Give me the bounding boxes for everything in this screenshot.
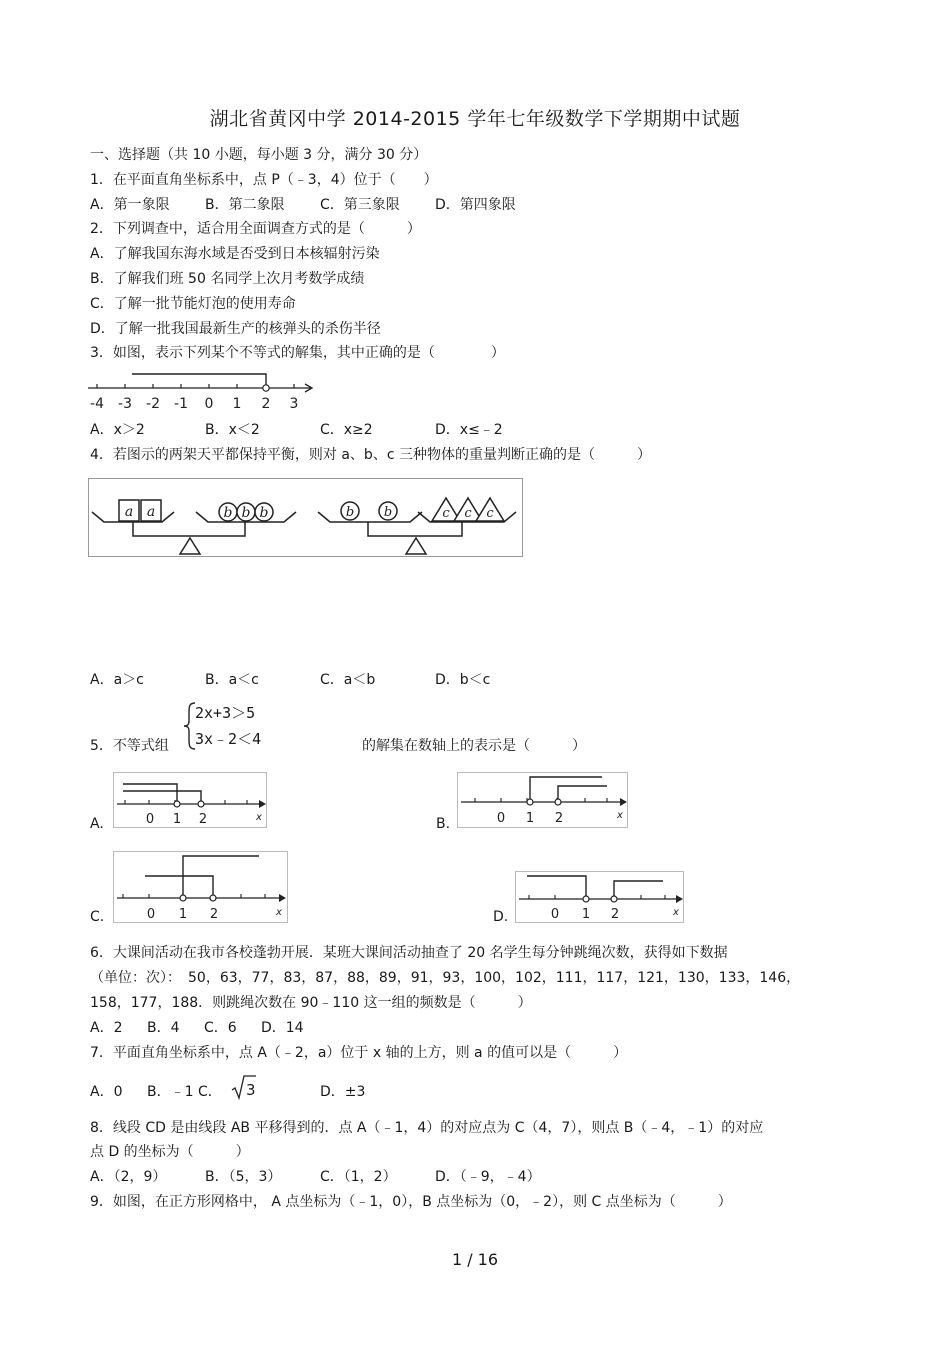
weight-label: b <box>383 505 393 520</box>
tick-label: 1 <box>178 907 188 922</box>
sqrt-radicand: 3 <box>246 1081 256 1099</box>
q1-stem: 1．在平面直角坐标系中，点 P（﹣3，4）位于（ ） <box>90 172 438 188</box>
q8-option-d: D．（﹣9，﹣4） <box>435 1169 541 1185</box>
sqrt-three-icon <box>231 1074 257 1100</box>
tick-label: 2 <box>209 907 219 922</box>
q5-option-a-number-line <box>113 772 268 828</box>
q1-option-a: A．第一象限 <box>90 197 170 213</box>
q6-line-3: 158，177，188．则跳绳次数在 90﹣110 这一组的频数是（ ） <box>90 995 532 1011</box>
weight-label: b <box>345 505 355 520</box>
tick-label: 2 <box>554 811 564 826</box>
q3-option-b: B．x＜2 <box>205 422 260 438</box>
weight-label: c <box>464 506 472 521</box>
q3-tick-label: 3 <box>289 396 299 412</box>
tick-label: 2 <box>610 907 620 922</box>
q4-option-d: D．b＜c <box>435 672 491 688</box>
q4-balance-figure <box>88 478 524 558</box>
q6-option-d: D．14 <box>261 1020 304 1036</box>
q3-stem: 3．如图，表示下列某个不等式的解集，其中正确的是（ ） <box>90 345 505 361</box>
tick-label: 0 <box>496 811 506 826</box>
weight-label: a <box>146 504 156 520</box>
q8-line-1: 8．线段 CD 是由线段 AB 平移得到的．点 A（﹣1，4）的对应点为 C（4，7），则点 B（﹣4，﹣1）的对应 <box>90 1120 764 1136</box>
section-heading: 一、选择题（共 10 小题，每小题 3 分，满分 30 分） <box>90 147 428 163</box>
tick-label: 1 <box>172 812 182 827</box>
q3-tick-label: -1 <box>174 396 188 412</box>
q5-stem-after: 的解集在数轴上的表示是（ ） <box>362 738 586 754</box>
q8-line-2: 点 D 的坐标为（ ） <box>90 1144 250 1160</box>
weight-label: a <box>124 504 134 520</box>
tick-label: 1 <box>525 811 535 826</box>
q3-option-d: D．x≤﹣2 <box>435 422 503 438</box>
axis-var-label: x <box>256 812 262 823</box>
q6-option-a: A．2 <box>90 1020 123 1036</box>
q4-option-b: B．a＜c <box>205 672 259 688</box>
q3-tick-label: -4 <box>90 396 104 412</box>
q8-option-a: A．（2，9） <box>90 1169 167 1185</box>
q7-option-d: D．±3 <box>320 1084 366 1100</box>
q6-line-1: 6．大课间活动在我市各校蓬勃开展．某班大课间活动抽查了 20 名学生每分钟跳绳次数，获得如下数据 <box>90 945 728 961</box>
weight-label: b <box>223 505 233 521</box>
q4-option-a: A．a＞c <box>90 672 144 688</box>
q2-option-d: D．了解一批我国最新生产的核弹头的杀伤半径 <box>90 321 381 337</box>
q5-option-b-number-line <box>457 772 629 828</box>
q5-stem: 5．不等式组 <box>90 738 169 754</box>
q5-option-b-letter: B. <box>436 816 451 832</box>
q7-option-b-c: B．﹣1 C． <box>147 1084 222 1100</box>
q3-option-a: A．x＞2 <box>90 422 145 438</box>
q3-tick-label: 1 <box>232 396 242 412</box>
q3-tick-label: -2 <box>146 396 160 412</box>
q2-stem: 2．下列调查中，适合用全面调查方式的是（ ） <box>90 221 421 237</box>
q1-option-c: C．第三象限 <box>320 197 400 213</box>
q5-option-a-letter: A. <box>90 816 104 832</box>
page-number: 1 / 16 <box>451 1250 499 1269</box>
inequality-1: 2x+3＞5 <box>195 704 256 722</box>
axis-var-label: x <box>617 810 623 821</box>
q3-tick-label: 2 <box>261 396 271 412</box>
q5-option-c-number-line <box>113 851 289 923</box>
tick-label: 0 <box>146 907 156 922</box>
tick-label: 0 <box>145 812 155 827</box>
tick-label: 0 <box>550 907 560 922</box>
q5-option-d-letter: D. <box>493 909 509 925</box>
q3-tick-label: 0 <box>204 396 214 412</box>
q7-stem: 7．平面直角坐标系中，点 A（﹣2，a）位于 x 轴的上方，则 a 的值可以是（ ） <box>90 1045 628 1061</box>
q2-option-c: C．了解一批节能灯泡的使用寿命 <box>90 296 296 312</box>
q7-option-a: A．0 <box>90 1084 123 1100</box>
q1-option-b: B．第二象限 <box>205 197 285 213</box>
q6-line-2: （单位：次）： 50，63，77，83，87，88，89，91，93，100，102，111，117，121，130，133，146， <box>90 970 801 986</box>
q6-option-c: C．6 <box>204 1020 237 1036</box>
q3-number-line-figure <box>88 370 316 412</box>
inequality-system <box>183 701 273 751</box>
axis-var-label: x <box>276 907 282 918</box>
q5-option-d-number-line <box>515 871 685 923</box>
weight-label: b <box>259 505 269 521</box>
axis-var-label: x <box>673 907 679 918</box>
q2-option-a: A．了解我国东海水域是否受到日本核辐射污染 <box>90 246 380 262</box>
q2-option-b: B．了解我们班 50 名同学上次月考数学成绩 <box>90 271 365 287</box>
q3-tick-label: -3 <box>118 396 132 412</box>
q1-option-d: D．第四象限 <box>435 197 516 213</box>
q4-option-c: C．a＜b <box>320 672 376 688</box>
q8-option-c: C．（1，2） <box>320 1169 397 1185</box>
weight-label: c <box>486 506 494 521</box>
page-title: 湖北省黄冈中学 2014-2015 学年七年级数学下学期期中试题 <box>209 108 741 130</box>
q9-stem: 9．如图，在正方形网格中， A 点坐标为（﹣1，0），B 点坐标为（0，﹣2），则 C 点坐标为（ ） <box>90 1194 732 1210</box>
q8-option-b: B．（5，3） <box>205 1169 282 1185</box>
q6-option-b: B．4 <box>147 1020 180 1036</box>
q3-option-c: C．x≥2 <box>320 422 373 438</box>
q5-option-c-letter: C. <box>90 909 105 925</box>
tick-label: 1 <box>581 907 591 922</box>
tick-label: 2 <box>198 812 208 827</box>
q4-stem: 4．若图示的两架天平都保持平衡，则对 a、b、c 三种物体的重量判断正确的是（ ） <box>90 447 651 463</box>
weight-label: c <box>442 506 450 521</box>
weight-label: b <box>241 505 251 521</box>
inequality-2: 3x﹣2＜4 <box>195 730 262 748</box>
